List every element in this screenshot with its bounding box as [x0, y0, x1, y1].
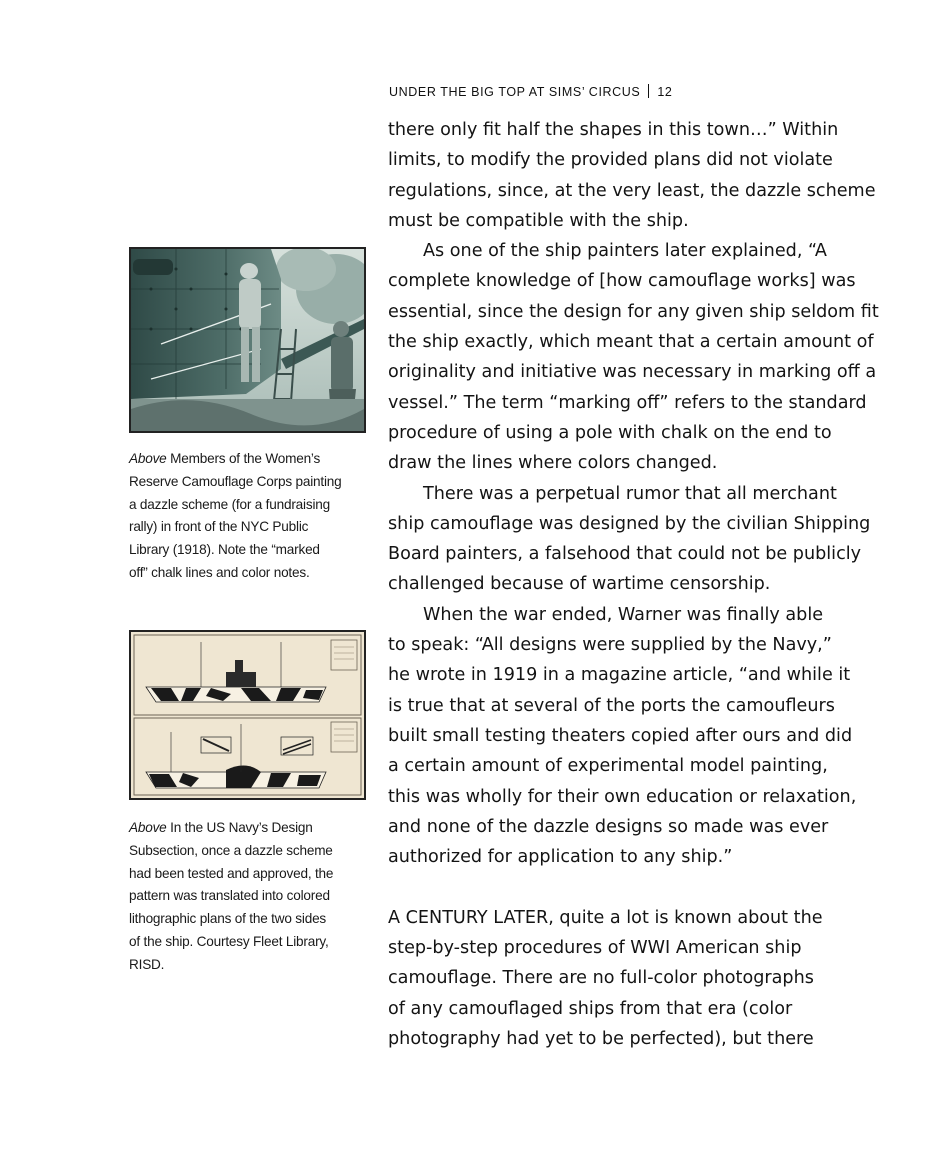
body-line: to speak: “All designs were supplied by the Navy,”: [388, 635, 832, 656]
caption-text: Members of the Women’s: [166, 451, 321, 466]
body-line: There was a perpetual rumor that all merchant: [423, 483, 837, 504]
body-line: Board painters, a falsehood that could not be publicly: [388, 544, 862, 565]
caption-lead: Above: [129, 451, 167, 466]
body-line: regulations, since, at the very least, the dazzle scheme: [388, 180, 876, 201]
body-line: When the war ended, Warner was finally able: [423, 604, 824, 625]
body-line: challenged because of wartime censorship.: [388, 574, 771, 595]
page-number: 12: [657, 85, 673, 99]
body-line: this was wholly for their own education or relaxation,: [388, 786, 857, 807]
caption-line: Reserve Camouflage Corps painting: [129, 473, 342, 489]
caption-lead: Above: [129, 820, 167, 835]
caption-line: of the ship. Courtesy Fleet Library,: [129, 933, 329, 949]
caption-line: [129, 448, 364, 471]
body-line: ship camouflage was designed by the civilian Shipping: [388, 513, 871, 534]
body-line: he wrote in 1919 in a magazine article, “and while it: [388, 665, 851, 686]
caption-line: off” chalk lines and color notes.: [129, 564, 310, 580]
body-line: draw the lines where colors changed.: [388, 453, 718, 474]
body-line: vessel.” The term “marking off” refers to the standard: [388, 392, 867, 413]
caption-line: rally) in front of the NYC Public: [129, 519, 309, 535]
body-line: of any camouflaged ships from that era (color: [388, 998, 793, 1019]
body-line: is true that at several of the ports the camoufleurs: [388, 695, 835, 716]
body-line: there only fit half the shapes in this town…” Within: [388, 120, 839, 140]
body-line: must be compatible with the ship.: [388, 210, 689, 231]
body-line: procedure of using a pole with chalk on the end to: [388, 422, 832, 443]
caption-women-camouflage-corps: [129, 448, 364, 585]
caption-text: In the US Navy’s Design: [166, 820, 313, 835]
lithograph-dazzle-plans: [129, 630, 366, 800]
body-line: camouflage. There are no full-color photographs: [388, 968, 814, 989]
body-line: photography had yet to be perfected), but there: [388, 1028, 814, 1049]
caption-line: Subsection, once a dazzle scheme: [129, 842, 333, 858]
caption-line: had been tested and approved, the: [129, 865, 334, 881]
body-line: and none of the dazzle designs so made was ever: [388, 816, 829, 837]
running-title: UNDER THE BIG TOP AT SIMS’ CIRCUS: [389, 85, 641, 99]
body-line: step-by-step procedures of WWI American ship: [388, 938, 802, 959]
caption-line: a dazzle scheme (for a fundraising: [129, 496, 330, 512]
running-head: [389, 84, 672, 99]
body-line: As one of the ship painters later explained, “A: [423, 241, 827, 262]
body-text: [388, 115, 888, 1054]
caption-line: RISD.: [129, 956, 165, 972]
body-line: limits, to modify the provided plans did not violate: [388, 150, 833, 171]
section-break: [388, 872, 888, 902]
header-divider: [648, 84, 649, 98]
body-line: authorized for application to any ship.”: [388, 847, 733, 868]
caption-line: pattern was translated into colored: [129, 888, 330, 904]
body-line: originality and initiative was necessary in marking off a: [388, 362, 877, 383]
caption-line: [129, 817, 364, 840]
body-line: essential, since the design for any given ship seldom fit: [388, 301, 879, 322]
caption-line: Library (1918). Note the “marked: [129, 542, 320, 558]
caption-lithograph-plans: [129, 817, 364, 977]
caption-line: lithographic plans of the two sides: [129, 911, 327, 927]
body-line: complete knowledge of [how camouflage works] was: [388, 271, 856, 292]
body-line: the ship exactly, which meant that a certain amount of: [388, 332, 874, 353]
body-line: A CENTURY LATER, quite a lot is known about the: [388, 907, 823, 928]
body-line: built small testing theaters copied after ours and did: [388, 725, 853, 746]
photo-women-camouflage-corps: [129, 247, 366, 433]
body-line: a certain amount of experimental model painting,: [388, 756, 828, 777]
